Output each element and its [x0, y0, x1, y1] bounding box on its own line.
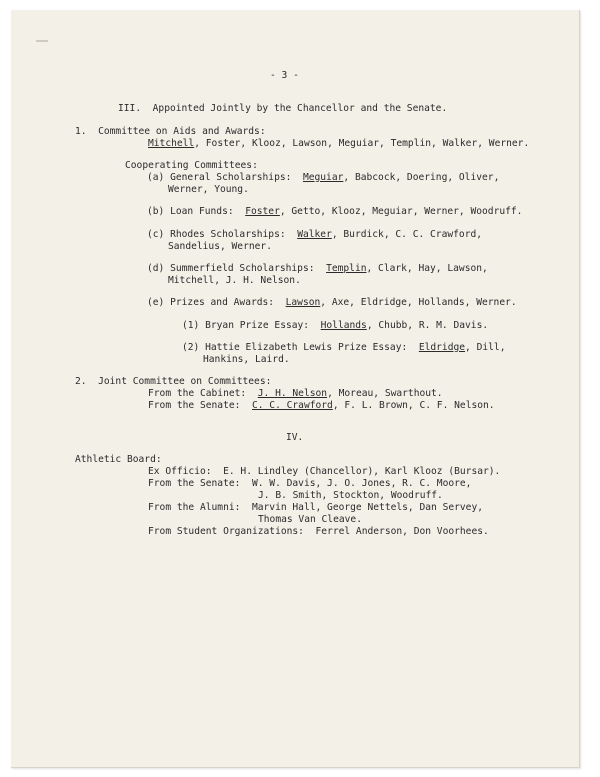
board-alumni-line-2: Thomas Van Cleave. [258, 514, 362, 525]
board-senate-line: From the Senate: W. W. Davis, J. O. Jones, R. C. Moore, [148, 478, 472, 489]
page-number: - 3 - [270, 70, 299, 81]
hattie-lewis-prize-line: (2) Hattie Elizabeth Lewis Prize Essay: Eldridge, Dill, [182, 342, 506, 353]
committee-aids-awards-members: Mitchell, Foster, Klooz, Lawson, Meguiar, Templin, Walker, Werner. [148, 138, 530, 149]
summerfield-scholarships-line-2: Mitchell, J. H. Nelson. [168, 275, 301, 286]
rhodes-scholarships-line: (c) Rhodes Scholarships: Walker, Burdick, C. C. Crawford, [147, 229, 483, 240]
loan-funds-line: (b) Loan Funds: Foster, Getto, Klooz, Meguiar, Werner, Woodruff. [147, 206, 523, 217]
rhodes-scholarships-line-2: Sandelius, Werner. [168, 241, 272, 252]
paper-speck [36, 40, 48, 42]
bryan-prize-essay-line: (1) Bryan Prize Essay: Hollands, Chubb, R. M. Davis. [182, 320, 489, 331]
board-students-line: From Student Organizations: Ferrel Anderson, Don Voorhees. [148, 526, 489, 537]
section-iii-heading: III. Appointed Jointly by the Chancellor and the Senate. [118, 103, 448, 114]
committee-aids-awards-title: 1. Committee on Aids and Awards: [75, 126, 266, 137]
board-senate-line-2: J. B. Smith, Stockton, Woodruff. [258, 490, 443, 501]
general-scholarships-line-2: Werner, Young. [168, 184, 249, 195]
joint-committee-title: 2. Joint Committee on Committees: [75, 376, 272, 387]
ex-officio-line: Ex Officio: E. H. Lindley (Chancellor), Karl Klooz (Bursar). [148, 466, 501, 477]
cooperating-committees-heading: Cooperating Committees: [125, 160, 258, 171]
summerfield-scholarships-line: (d) Summerfield Scholarships: Templin, Clark, Hay, Lawson, [147, 263, 488, 274]
prizes-awards-line: (e) Prizes and Awards: Lawson, Axe, Eldridge, Hollands, Werner. [147, 297, 517, 308]
board-alumni-line: From the Alumni: Marvin Hall, George Nettels, Dan Servey, [148, 502, 484, 513]
general-scholarships-line: (a) General Scholarships: Meguiar, Babcock, Doering, Oliver, [147, 172, 500, 183]
document-page [11, 10, 580, 768]
from-senate-line: From the Senate: C. C. Crawford, F. L. Brown, C. F. Nelson. [148, 400, 495, 411]
athletic-board-title: Athletic Board: [75, 454, 162, 465]
hattie-lewis-prize-line-2: Hankins, Laird. [203, 354, 290, 365]
section-iv-heading: IV. [286, 432, 304, 443]
from-cabinet-line: From the Cabinet: J. H. Nelson, Moreau, Swarthout. [148, 388, 443, 399]
